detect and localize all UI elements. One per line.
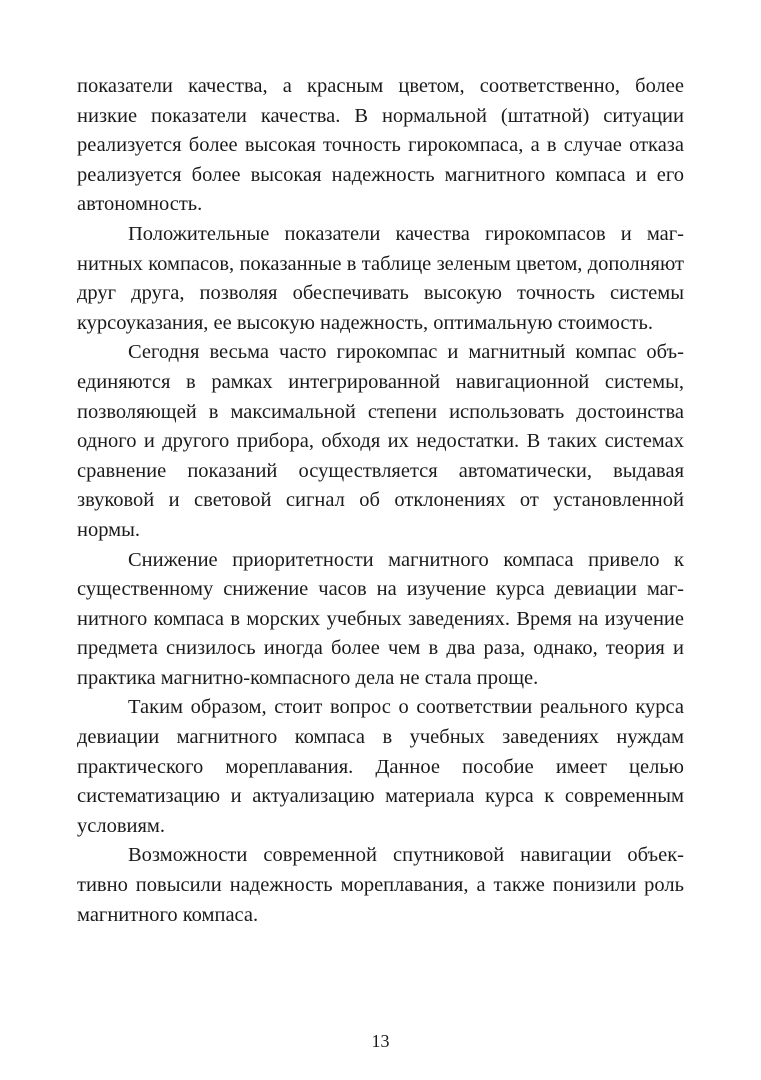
paragraph: Возможности современной спутниковой навигации объективно повысили надежность мореплавания, а также понизили роль магнитного компаса. — [77, 844, 684, 926]
paragraph: Сегодня весьма часто гирокомпас и магнитный компас объединяются в рамках интегрированной навигационной системы, позволяющей в максимальной степени использовать достоинства одного и другого прибора, обходя их недостатки. В таких системах сравнение показаний осуществляется автоматически, выдавая звуковой и световой сигнал об отклонениях от установленной нормы. — [77, 341, 684, 541]
body-text — [77, 72, 684, 930]
paragraph: Таким образом, стоит вопрос о соответствии реального курса девиации магнитного компаса в учебных заведениях нуждам практического мореплавания. Данное пособие имеет целью систематизацию и актуализацию материала курса к современным условиям. — [77, 696, 684, 837]
paragraph-continuation: показатели качества, а красным цветом, соответственно, более низкие показатели качества. В нормальной (штатной) ситуации реализуется более высокая точность гирокомпаса, а в случае отказа реализуется более высокая надежность магнитного компаса и его автономность. — [77, 75, 684, 216]
paragraph: Положительные показатели качества гирокомпасов и магнитных компасов, показанные в таблице зеленым цветом, дополняют друг друга, позволяя обеспечивать высокую точность системы курсоуказания, ее высокую надежность, оптимальную стоимость. — [77, 222, 684, 334]
paragraph: Снижение приоритетности магнитного компаса привело к существенному снижение часов на изучение курса девиации магнитного компаса в морских учебных заведениях. Время на изучение предмета снизилось иногда более чем в два раза, однако, теория и практика магнитно-компасного дела не стала проще. — [77, 548, 684, 689]
page-number: 13 — [371, 1031, 390, 1051]
